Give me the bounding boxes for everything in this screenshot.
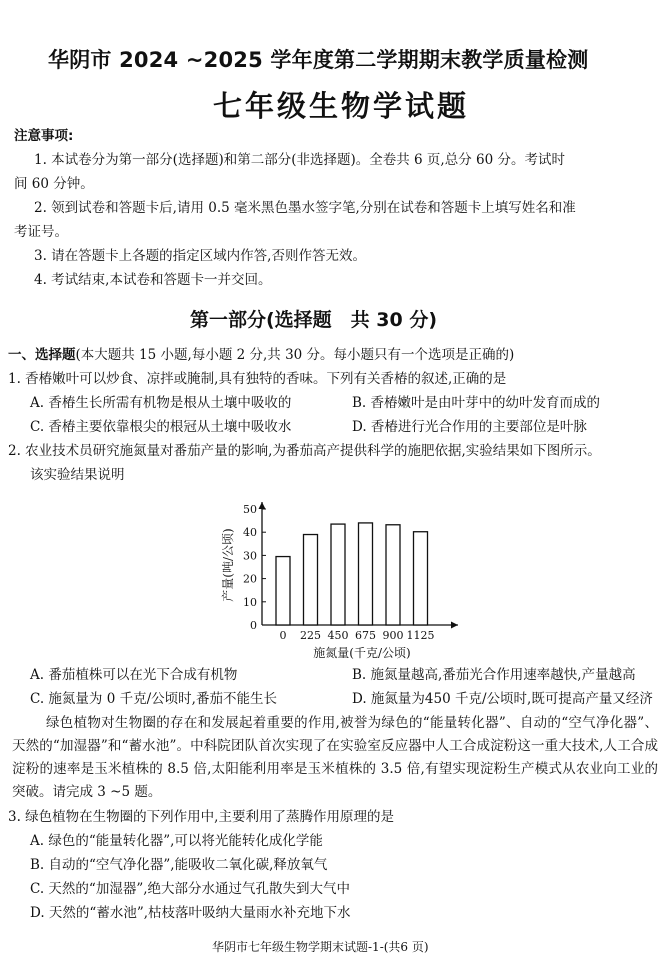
q2-option-a: A. 番茄植株可以在光下合成有机物 bbox=[30, 667, 238, 683]
nitrogen-yield-bar-chart bbox=[210, 494, 480, 664]
x-tick-label: 1125 bbox=[406, 629, 435, 642]
q1-option-d: D. 香椿进行光合作用的主要部位是叶脉 bbox=[352, 419, 587, 435]
q2-stem-line-1: 2. 农业技术员研究施氮量对番茄产量的影响,为番茄高产提供科学的施肥依据,实验结果如下图所示。 bbox=[8, 443, 601, 459]
bar bbox=[276, 557, 290, 625]
q1-option-a: A. 香椿生长所需有机物是根从土壤中吸收的 bbox=[30, 395, 292, 411]
note-2-line-1: 2. 领到试卷和答题卡后,请用 0.5 毫米黑色墨水签字笔,分别在试卷和答题卡上填写姓名和准 bbox=[34, 200, 576, 216]
y-tick-label: 10 bbox=[243, 595, 257, 609]
bar bbox=[386, 525, 400, 625]
note-4: 4. 考试结束,本试卷和答题卡一并交回。 bbox=[34, 272, 272, 288]
part1-title: 第一部分(选择题 共 30 分) bbox=[190, 309, 438, 331]
y-axis-arrow bbox=[259, 502, 266, 509]
q3-option-a: A. 绿色的“能量转化器”,可以将光能转化成化学能 bbox=[30, 833, 323, 849]
y-tick-label: 30 bbox=[243, 549, 257, 563]
q3-option-c: C. 天然的“加湿器”,绝大部分水通过气孔散失到大气中 bbox=[30, 881, 351, 897]
reading-passage: 绿色植物对生物圈的存在和发展起着重要的作用,被誉为绿色的“能量转化器”、自动的“空气净化器”、天然的“加湿器”和“蓄水池”。中科院团队首次实现了在实验室反应器中人工合成淀粉这一重大技术,人工合成淀粉的速率是玉米植株的 8.5 倍,太阳能利用率是玉米植株的 3.5 倍,有望实现淀粉生产模式从农业向工业的突破。请完成 3 ~5 题。 bbox=[12, 715, 658, 800]
y-tick-label: 50 bbox=[243, 503, 257, 516]
y-tick-label: 0 bbox=[250, 619, 257, 632]
q2-option-d: D. 施氮量为450 千克/公顷时,既可提高产量又经济 bbox=[352, 691, 653, 707]
q3-stem: 3. 绿色植物在生物圈的下列作用中,主要利用了蒸腾作用原理的是 bbox=[8, 809, 394, 825]
q2-option-c: C. 施氮量为 0 千克/公顷时,番茄不能生长 bbox=[30, 691, 277, 707]
section-intro-label: 一、选择题 bbox=[8, 347, 76, 363]
bar bbox=[414, 532, 428, 625]
q1-option-b: B. 香椿嫩叶是由叶芽中的幼叶发育而成的 bbox=[352, 395, 601, 411]
y-tick-label: 40 bbox=[243, 526, 257, 540]
bar bbox=[359, 523, 373, 625]
section-intro bbox=[8, 344, 514, 366]
q2-option-b: B. 施氮量越高,番茄光合作用速率越快,产量越高 bbox=[352, 667, 636, 683]
q1-stem: 1. 香椿嫩叶可以炒食、凉拌或腌制,具有独特的香味。下列有关香椿的叙述,正确的是 bbox=[8, 371, 507, 387]
exam-subject-title: 七年级生物学试题 bbox=[213, 89, 470, 123]
x-tick-label: 675 bbox=[355, 629, 376, 642]
x-axis-title: 施氮量(千克/公顷) bbox=[313, 646, 411, 660]
x-tick-label: 225 bbox=[300, 629, 321, 642]
y-axis-title: 产量(吨/公顷) bbox=[221, 528, 235, 602]
x-axis-arrow bbox=[451, 622, 458, 629]
x-tick-label: 0 bbox=[279, 629, 287, 642]
notes-heading: 注意事项: bbox=[14, 128, 74, 144]
q3-option-b: B. 自动的“空气净化器”,能吸收二氧化碳,释放氧气 bbox=[30, 857, 328, 873]
q1-option-c: C. 香椿主要依靠根尖的根冠从土壤中吸收水 bbox=[30, 419, 292, 435]
note-1-line-2: 间 60 分钟。 bbox=[14, 176, 94, 192]
x-tick-label: 450 bbox=[327, 629, 349, 642]
q2-stem-line-2: 该实验结果说明 bbox=[30, 467, 125, 483]
bar bbox=[331, 524, 345, 625]
note-3: 3. 请在答题卡上各题的指定区域内作答,否则作答无效。 bbox=[34, 248, 366, 264]
page-footer: 华阴市七年级生物学期末试题-1-(共6 页) bbox=[212, 940, 429, 954]
x-tick-label: 900 bbox=[382, 629, 404, 642]
section-intro-text: (本大题共 15 小题,每小题 2 分,共 30 分。每小题只有一个选项是正确的) bbox=[75, 347, 515, 363]
note-1-line-1: 1. 本试卷分为第一部分(选择题)和第二部分(非选择题)。全卷共 6 页,总分 60 分。考试时 bbox=[34, 152, 565, 168]
exam-header-title: 华阴市 2024 ~2025 学年度第二学期期末教学质量检测 bbox=[48, 48, 589, 72]
bar bbox=[304, 535, 318, 625]
q3-option-d: D. 天然的“蓄水池”,枯枝落叶吸纳大量雨水补充地下水 bbox=[30, 905, 351, 921]
y-tick-label: 20 bbox=[243, 572, 257, 586]
note-2-line-2: 考证号。 bbox=[14, 224, 68, 240]
